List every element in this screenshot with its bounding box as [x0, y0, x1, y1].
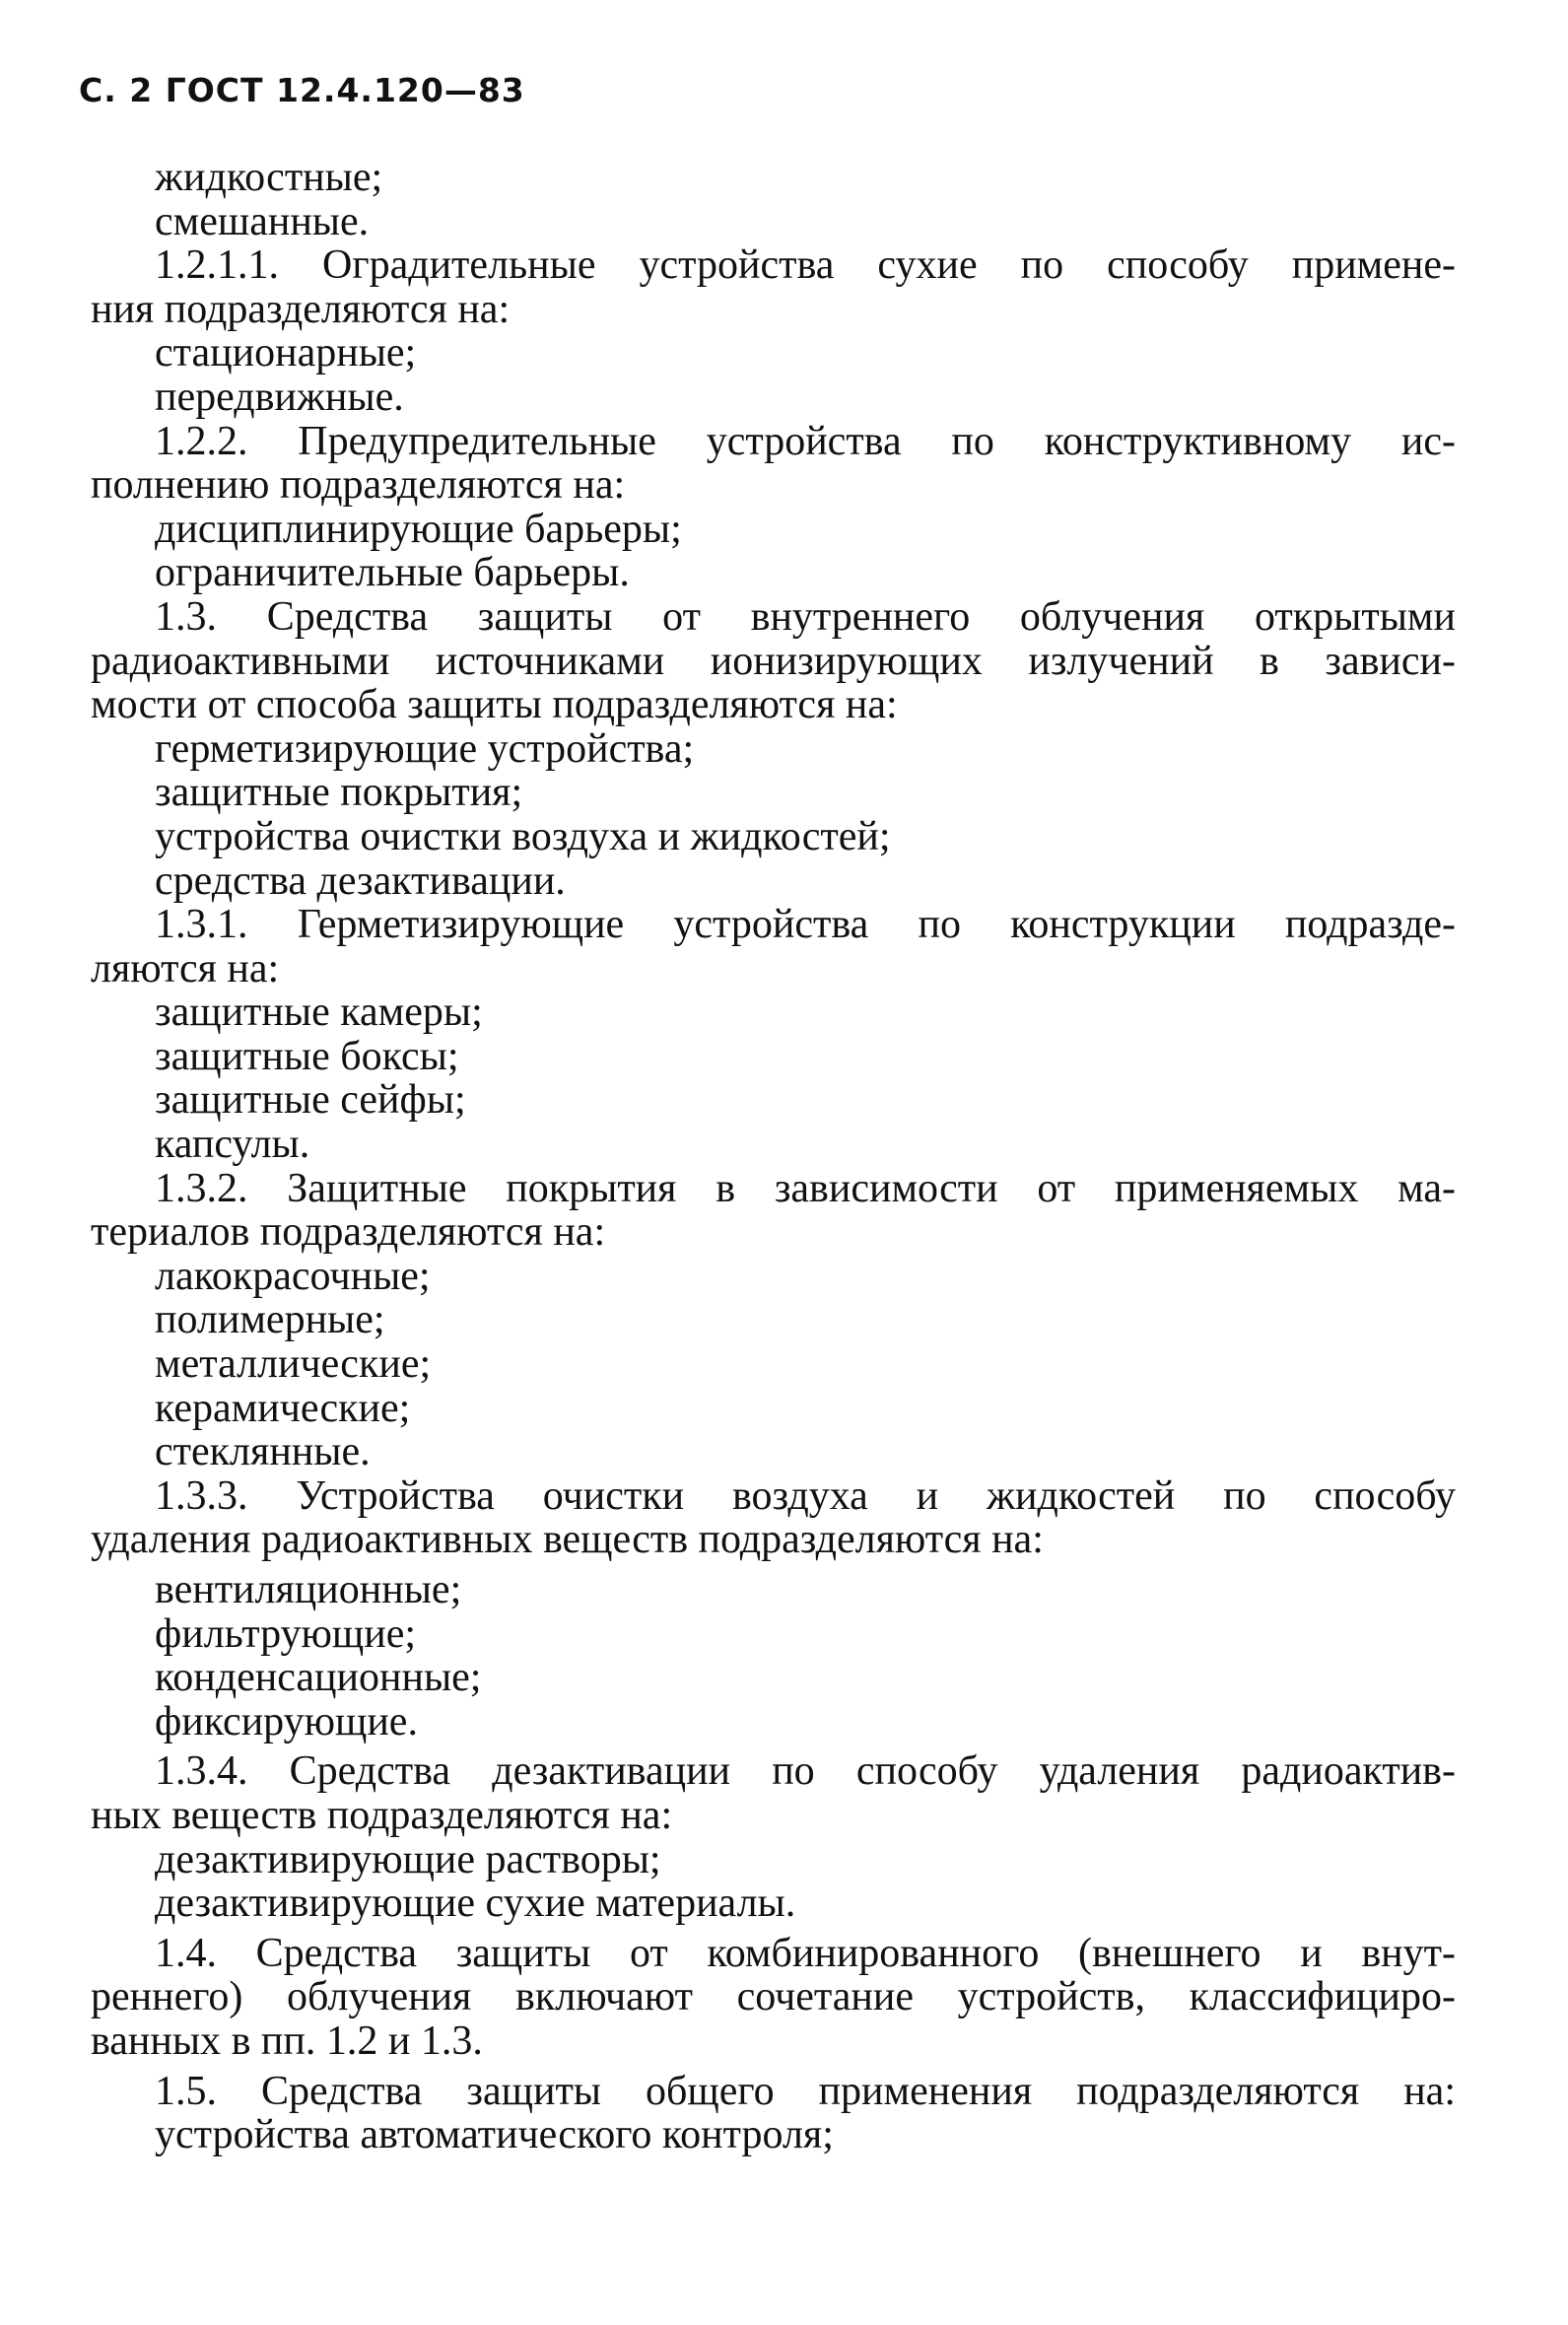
- list-item: лакокрасочные;: [155, 1253, 431, 1299]
- list-item: жидкостные;: [155, 155, 383, 200]
- list-item: средства дезактивации.: [155, 857, 566, 904]
- clause-line: 1.2.1.1. Оградительные устройства сухие по способу примене-: [155, 242, 1456, 289]
- list-item: вентиляционные;: [155, 1567, 462, 1612]
- clause-line: мости от способа защиты подразделяются на:: [91, 682, 898, 728]
- list-item: герметизирующие устройства;: [155, 725, 695, 772]
- clause-line: 1.3. Средства защиты от внутреннего облучения открытыми: [155, 593, 1456, 640]
- list-item: дезактивирующие сухие материалы.: [155, 1881, 796, 1927]
- list-item: полимерные;: [155, 1297, 385, 1343]
- clause-line: полнению подразделяются на:: [91, 462, 626, 509]
- list-item: смешанные.: [155, 198, 370, 244]
- clause-line: 1.3.1. Герметизирующие устройства по конструкции подразде-: [155, 902, 1456, 948]
- list-item: стеклянные.: [155, 1429, 371, 1475]
- list-item: защитные боксы;: [155, 1033, 459, 1079]
- list-item: фильтрующие;: [155, 1610, 417, 1657]
- list-item: дисциплинирующие барьеры;: [155, 506, 682, 552]
- clause-line: ния подразделяются на:: [91, 286, 511, 332]
- clause-line: ляются на:: [91, 945, 280, 992]
- list-item: керамические;: [155, 1385, 411, 1431]
- list-item: защитные сейфы;: [155, 1077, 466, 1124]
- list-item: металлические;: [155, 1341, 432, 1388]
- clause-line: 1.3.2. Защитные покрытия в зависимости от применяемых ма-: [155, 1165, 1456, 1211]
- clause-line: реннего) облучения включают сочетание устройств, классифициро-: [91, 1974, 1456, 2020]
- clause-line: ванных в пп. 1.2 и 1.3.: [91, 2017, 483, 2064]
- list-item: капсулы.: [155, 1122, 310, 1168]
- list-item: защитные покрытия;: [155, 770, 523, 816]
- list-item: защитные камеры;: [155, 990, 483, 1036]
- clause-line: ных веществ подразделяются на:: [91, 1792, 673, 1838]
- list-item: устройства очистки воздуха и жидкостей;: [155, 813, 891, 859]
- clause-line: удаления радиоактивных веществ подразделяются на:: [91, 1517, 1044, 1563]
- document-body: [91, 156, 1456, 2157]
- clause-line: 1.3.3. Устройства очистки воздуха и жидкостей по способу: [155, 1472, 1456, 1519]
- clause-line: 1.2.2. Предупредительные устройства по конструктивному ис-: [155, 418, 1456, 464]
- page-header: С. 2 ГОСТ 12.4.120—83: [79, 71, 525, 109]
- list-item: ограничительные барьеры.: [155, 550, 630, 596]
- clause-line: териалов подразделяются на:: [91, 1209, 606, 1256]
- clause-line: радиоактивными источниками ионизирующих излучений в зависи-: [91, 638, 1456, 684]
- clause-line: 1.3.4. Средства дезактивации по способу удаления радиоактив-: [155, 1748, 1456, 1795]
- list-item: устройства автоматического контроля;: [155, 2112, 834, 2158]
- list-item: конденсационные;: [155, 1655, 482, 1701]
- list-item: передвижные.: [155, 374, 404, 420]
- list-item: стационарные;: [155, 330, 417, 376]
- list-item: дезактивирующие растворы;: [155, 1836, 661, 1882]
- clause-line: 1.4. Средства защиты от комбинированного (внешнего и внут-: [155, 1930, 1456, 1976]
- clause-line: 1.5. Средства защиты общего применения подразделяются на:: [155, 2068, 1456, 2114]
- list-item: фиксирующие.: [155, 1698, 418, 1744]
